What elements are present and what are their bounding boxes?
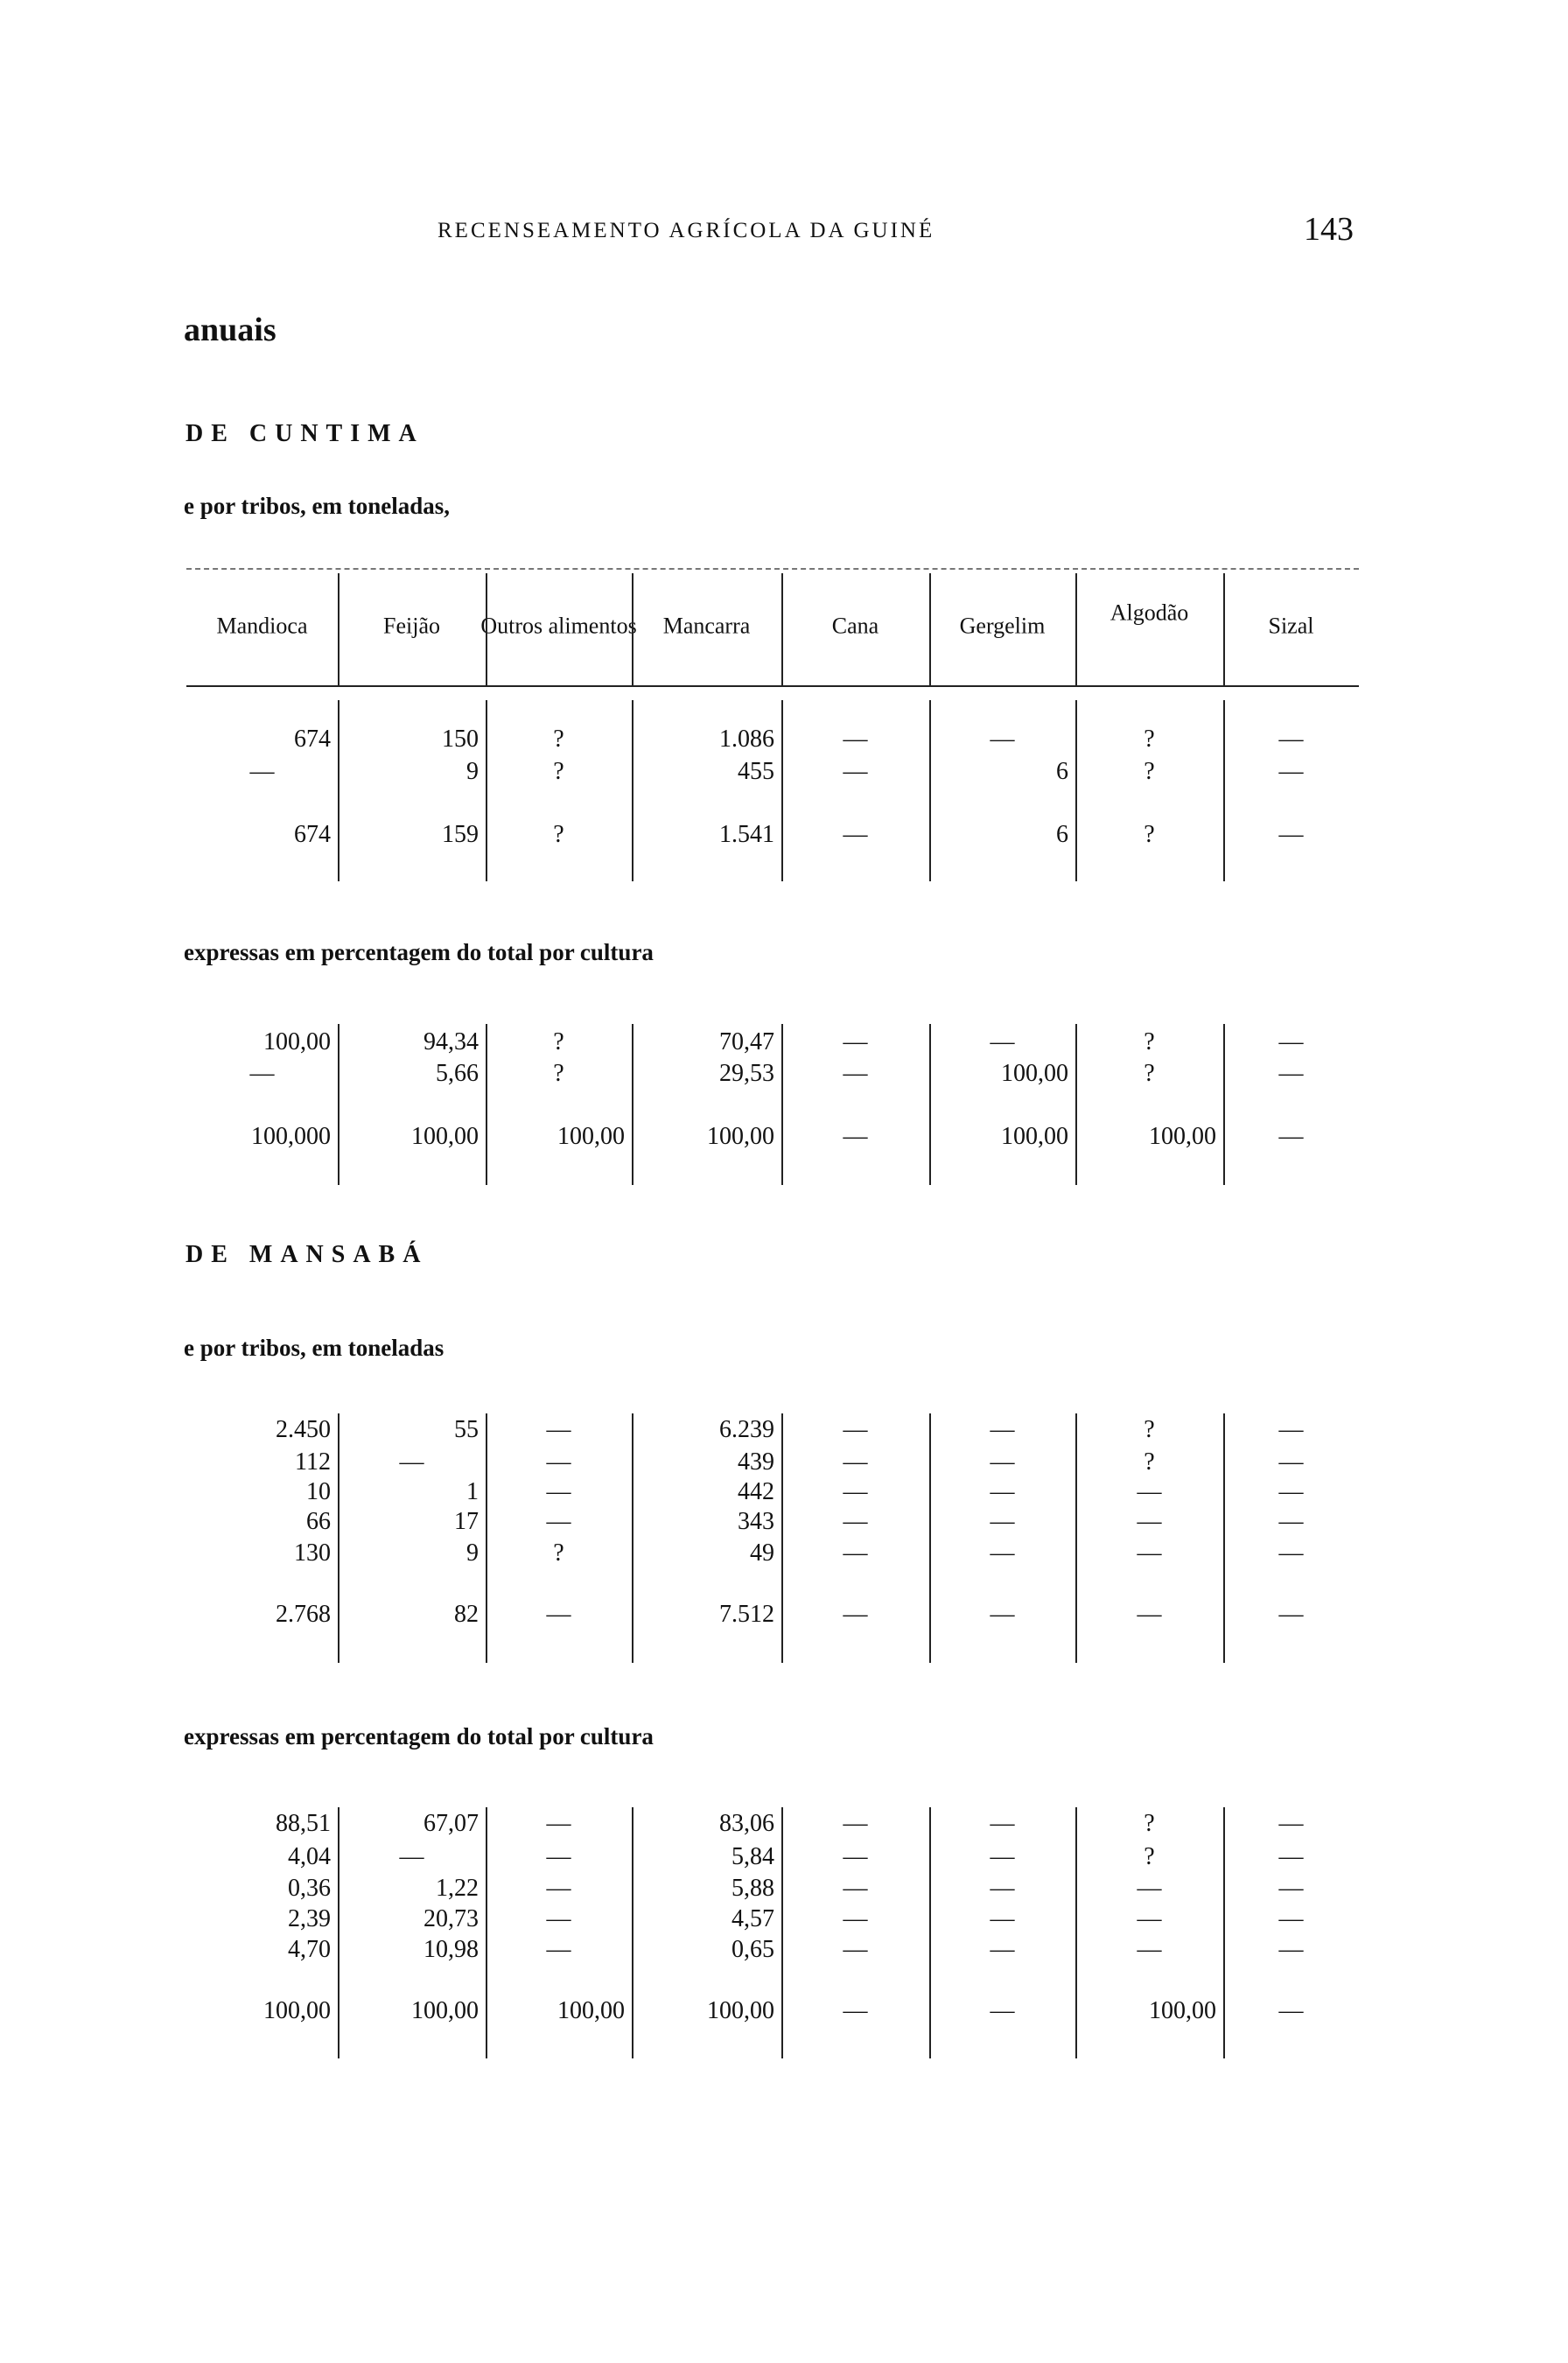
table-cell: — — [843, 1997, 868, 2024]
table-cell: — — [546, 1875, 571, 1902]
table-cell: — — [990, 1601, 1015, 1628]
table-cell: 100,00 — [411, 1123, 479, 1150]
table-cell: 9 — [466, 758, 479, 785]
table-cell: — — [1278, 1843, 1304, 1870]
column-rule — [929, 700, 931, 881]
table-cell: 17 — [454, 1508, 479, 1535]
table-cell: — — [843, 1123, 868, 1150]
table-cell: 100,00 — [557, 1997, 625, 2024]
table-cell: — — [990, 1478, 1015, 1505]
table-cell: 6 — [1056, 758, 1068, 785]
table-cell: 100,000 — [251, 1123, 331, 1150]
column-rule — [338, 573, 340, 685]
column-rule — [338, 1413, 340, 1663]
table-cell: 150 — [442, 726, 479, 753]
table-cell: — — [990, 1508, 1015, 1535]
table-cell: — — [843, 1601, 868, 1628]
column-rule — [1223, 573, 1225, 685]
table-cell: — — [990, 1539, 1015, 1567]
table-cell: 100,00 — [1149, 1123, 1216, 1150]
running-title: RECENSEAMENTO AGRÍCOLA DA GUINÉ — [438, 219, 935, 242]
table-cell: ? — [553, 726, 564, 753]
table-cell: — — [546, 1936, 571, 1963]
table-cell: — — [990, 1997, 1015, 2024]
column-header: Cana — [831, 613, 879, 639]
column-rule — [486, 1413, 487, 1663]
column-header: Sizal — [1268, 613, 1314, 639]
table-cell: — — [1278, 726, 1304, 753]
table-cell: 10,98 — [424, 1936, 479, 1963]
table-cell: — — [990, 1810, 1015, 1837]
column-rule — [1075, 1413, 1077, 1663]
table-cell: 70,47 — [719, 1028, 774, 1055]
table-cell: — — [1278, 1448, 1304, 1476]
table-cell: — — [1278, 758, 1304, 785]
table-cell: — — [1137, 1539, 1162, 1567]
table-cell: — — [546, 1508, 571, 1535]
table-cell: 4,70 — [288, 1936, 331, 1963]
table-cell: — — [249, 1060, 275, 1087]
table-cell: — — [1137, 1875, 1162, 1902]
table-cell: — — [546, 1416, 571, 1443]
table-cell: 5,88 — [732, 1875, 774, 1902]
section-title-cuntima: DE CUNTIMA — [186, 420, 424, 447]
table-cell: 10 — [306, 1478, 331, 1505]
table-cell: 2.768 — [276, 1601, 331, 1628]
table-cell: ? — [1144, 1060, 1155, 1087]
column-rule — [1075, 1807, 1077, 2058]
column-rule — [338, 700, 340, 881]
column-header: Mancarra — [662, 613, 751, 639]
table-cell: 100,00 — [263, 1028, 331, 1055]
table-cell: 100,00 — [411, 1997, 479, 2024]
column-rule — [632, 573, 634, 685]
column-rule — [1223, 700, 1225, 881]
table-cell: ? — [1144, 1810, 1155, 1837]
table-cell: 67,07 — [424, 1810, 479, 1837]
table-cell: ? — [1144, 1028, 1155, 1055]
table-cell: ? — [1144, 821, 1155, 848]
header-underline — [186, 685, 1359, 687]
table-cell: 4,04 — [288, 1843, 331, 1870]
table-cell: 343 — [738, 1508, 774, 1535]
table-cell: — — [843, 1028, 868, 1055]
table-cell: — — [546, 1478, 571, 1505]
table-cell: — — [1278, 1810, 1304, 1837]
column-rule — [338, 1807, 340, 2058]
table-cell: — — [546, 1905, 571, 1932]
table-cell: ? — [553, 1028, 564, 1055]
table-cell: 55 — [454, 1416, 479, 1443]
table-cell: — — [1278, 1028, 1304, 1055]
table-cell: — — [843, 1478, 868, 1505]
table-cell: — — [843, 1416, 868, 1443]
table-cell: 5,84 — [732, 1843, 774, 1870]
table-top-rule — [186, 568, 1359, 570]
table-cell: — — [1278, 1539, 1304, 1567]
table-cell: ? — [1144, 1448, 1155, 1476]
table-cell: 2.450 — [276, 1416, 331, 1443]
table-cell: 439 — [738, 1448, 774, 1476]
table-cell: — — [843, 1905, 868, 1932]
table-cell: 100,00 — [707, 1997, 774, 2024]
table-cell: — — [990, 726, 1015, 753]
page-heading: anuais — [184, 312, 276, 348]
column-rule — [632, 1024, 634, 1185]
caption-mansaba-pct: expressas em percentagem do total por cultura — [184, 1723, 654, 1749]
table-cell: 0,65 — [732, 1936, 774, 1963]
column-rule — [632, 700, 634, 881]
table-cell: — — [1137, 1508, 1162, 1535]
column-rule — [929, 1024, 931, 1185]
column-header: Feijão — [383, 613, 440, 639]
table-cell: 82 — [454, 1601, 479, 1628]
table-cell: — — [1137, 1601, 1162, 1628]
table-cell: ? — [553, 821, 564, 848]
table-cell: 1.541 — [719, 821, 774, 848]
column-rule — [1075, 573, 1077, 685]
table-cell: ? — [553, 1539, 564, 1567]
table-cell: — — [1278, 1936, 1304, 1963]
table-cell: — — [1278, 1060, 1304, 1087]
table-cell: 112 — [295, 1448, 331, 1476]
table-cell: — — [843, 1810, 868, 1837]
column-rule — [929, 1413, 931, 1663]
table-cell: 66 — [306, 1508, 331, 1535]
table-cell: — — [1137, 1936, 1162, 1963]
column-rule — [632, 1413, 634, 1663]
column-rule — [1223, 1024, 1225, 1185]
table-cell: — — [990, 1843, 1015, 1870]
table-cell: 4,57 — [732, 1905, 774, 1932]
table-cell: — — [1278, 1478, 1304, 1505]
table-cell: 1 — [466, 1478, 479, 1505]
page-number: 143 — [1304, 211, 1354, 248]
column-rule — [929, 1807, 931, 2058]
table-cell: 83,06 — [719, 1810, 774, 1837]
table-cell: 100,00 — [1149, 1997, 1216, 2024]
table-cell: — — [1278, 1875, 1304, 1902]
column-rule — [1075, 1024, 1077, 1185]
table-cell: 100,00 — [557, 1123, 625, 1150]
column-rule — [929, 573, 931, 685]
column-rule — [781, 573, 783, 685]
table-cell: — — [990, 1875, 1015, 1902]
table-cell: 6 — [1056, 821, 1068, 848]
table-cell: — — [843, 726, 868, 753]
table-cell: — — [1278, 1123, 1304, 1150]
table-cell: — — [843, 1843, 868, 1870]
table-cell: — — [1137, 1905, 1162, 1932]
table-cell: — — [843, 821, 868, 848]
table-cell: 100,00 — [707, 1123, 774, 1150]
table-cell: 130 — [294, 1539, 331, 1567]
table-cell: — — [1278, 1601, 1304, 1628]
table-cell: — — [843, 1539, 868, 1567]
table-cell: 0,36 — [288, 1875, 331, 1902]
column-header: Gergelim — [959, 613, 1046, 639]
table-cell: — — [843, 1508, 868, 1535]
table-cell: — — [990, 1028, 1015, 1055]
column-rule — [781, 1807, 783, 2058]
table-cell: 674 — [294, 821, 331, 848]
caption-cuntima-pct: expressas em percentagem do total por cultura — [184, 939, 654, 965]
table-cell: — — [546, 1810, 571, 1837]
table-cell: 455 — [738, 758, 774, 785]
column-rule — [486, 1807, 487, 2058]
table-cell: 100,00 — [263, 1997, 331, 2024]
column-rule — [781, 1024, 783, 1185]
table-cell: 1.086 — [719, 726, 774, 753]
table-cell: — — [1278, 1416, 1304, 1443]
column-rule — [781, 1413, 783, 1663]
table-cell: — — [399, 1843, 424, 1870]
table-cell: 7.512 — [719, 1601, 774, 1628]
table-cell: — — [990, 1416, 1015, 1443]
table-cell: 100,00 — [1001, 1060, 1068, 1087]
table-cell: ? — [553, 1060, 564, 1087]
table-cell: 49 — [750, 1539, 774, 1567]
caption-mansaba-tonnes: e por tribos, em toneladas — [184, 1335, 444, 1361]
table-cell: — — [546, 1843, 571, 1870]
table-cell: — — [990, 1905, 1015, 1932]
table-cell: — — [843, 758, 868, 785]
table-cell: 9 — [466, 1539, 479, 1567]
table-cell: ? — [1144, 758, 1155, 785]
table-cell: 20,73 — [424, 1905, 479, 1932]
table-cell: — — [399, 1448, 424, 1476]
table-cell: — — [1137, 1478, 1162, 1505]
table-cell: 442 — [738, 1478, 774, 1505]
table-cell: 159 — [442, 821, 479, 848]
table-cell: 88,51 — [276, 1810, 331, 1837]
table-cell: — — [546, 1601, 571, 1628]
table-cell: 1,22 — [436, 1875, 479, 1902]
table-cell: — — [843, 1448, 868, 1476]
column-rule — [1223, 1413, 1225, 1663]
column-rule — [1075, 700, 1077, 881]
table-cell: — — [546, 1448, 571, 1476]
table-cell: — — [1278, 1905, 1304, 1932]
table-cell: — — [1278, 821, 1304, 848]
table-cell: — — [249, 758, 275, 785]
table-cell: ? — [1144, 726, 1155, 753]
table-cell: 94,34 — [424, 1028, 479, 1055]
table-cell: — — [843, 1936, 868, 1963]
section-title-mansaba: DE MANSABÁ — [186, 1241, 429, 1268]
table-cell: 29,53 — [719, 1060, 774, 1087]
table-cell: — — [843, 1875, 868, 1902]
column-header: Mandioca — [216, 613, 308, 639]
column-rule — [632, 1807, 634, 2058]
table-cell: — — [843, 1060, 868, 1087]
column-rule — [781, 700, 783, 881]
table-cell: 5,66 — [436, 1060, 479, 1087]
table-cell: 2,39 — [288, 1905, 331, 1932]
table-cell: 674 — [294, 726, 331, 753]
column-rule — [1223, 1807, 1225, 2058]
table-cell: ? — [553, 758, 564, 785]
column-rule — [486, 573, 487, 685]
table-cell: ? — [1144, 1416, 1155, 1443]
table-cell: — — [990, 1936, 1015, 1963]
column-rule — [486, 700, 487, 881]
caption-cuntima-tonnes: e por tribos, em toneladas, — [184, 493, 450, 519]
table-cell: 100,00 — [1001, 1123, 1068, 1150]
column-header: Algodão — [1110, 600, 1189, 626]
table-cell: — — [990, 1448, 1015, 1476]
column-header: Outros alimentos — [480, 613, 637, 639]
table-cell: ? — [1144, 1843, 1155, 1870]
table-cell: 6.239 — [719, 1416, 774, 1443]
table-cell: — — [1278, 1997, 1304, 2024]
column-rule — [486, 1024, 487, 1185]
table-cell: — — [1278, 1508, 1304, 1535]
column-rule — [338, 1024, 340, 1185]
